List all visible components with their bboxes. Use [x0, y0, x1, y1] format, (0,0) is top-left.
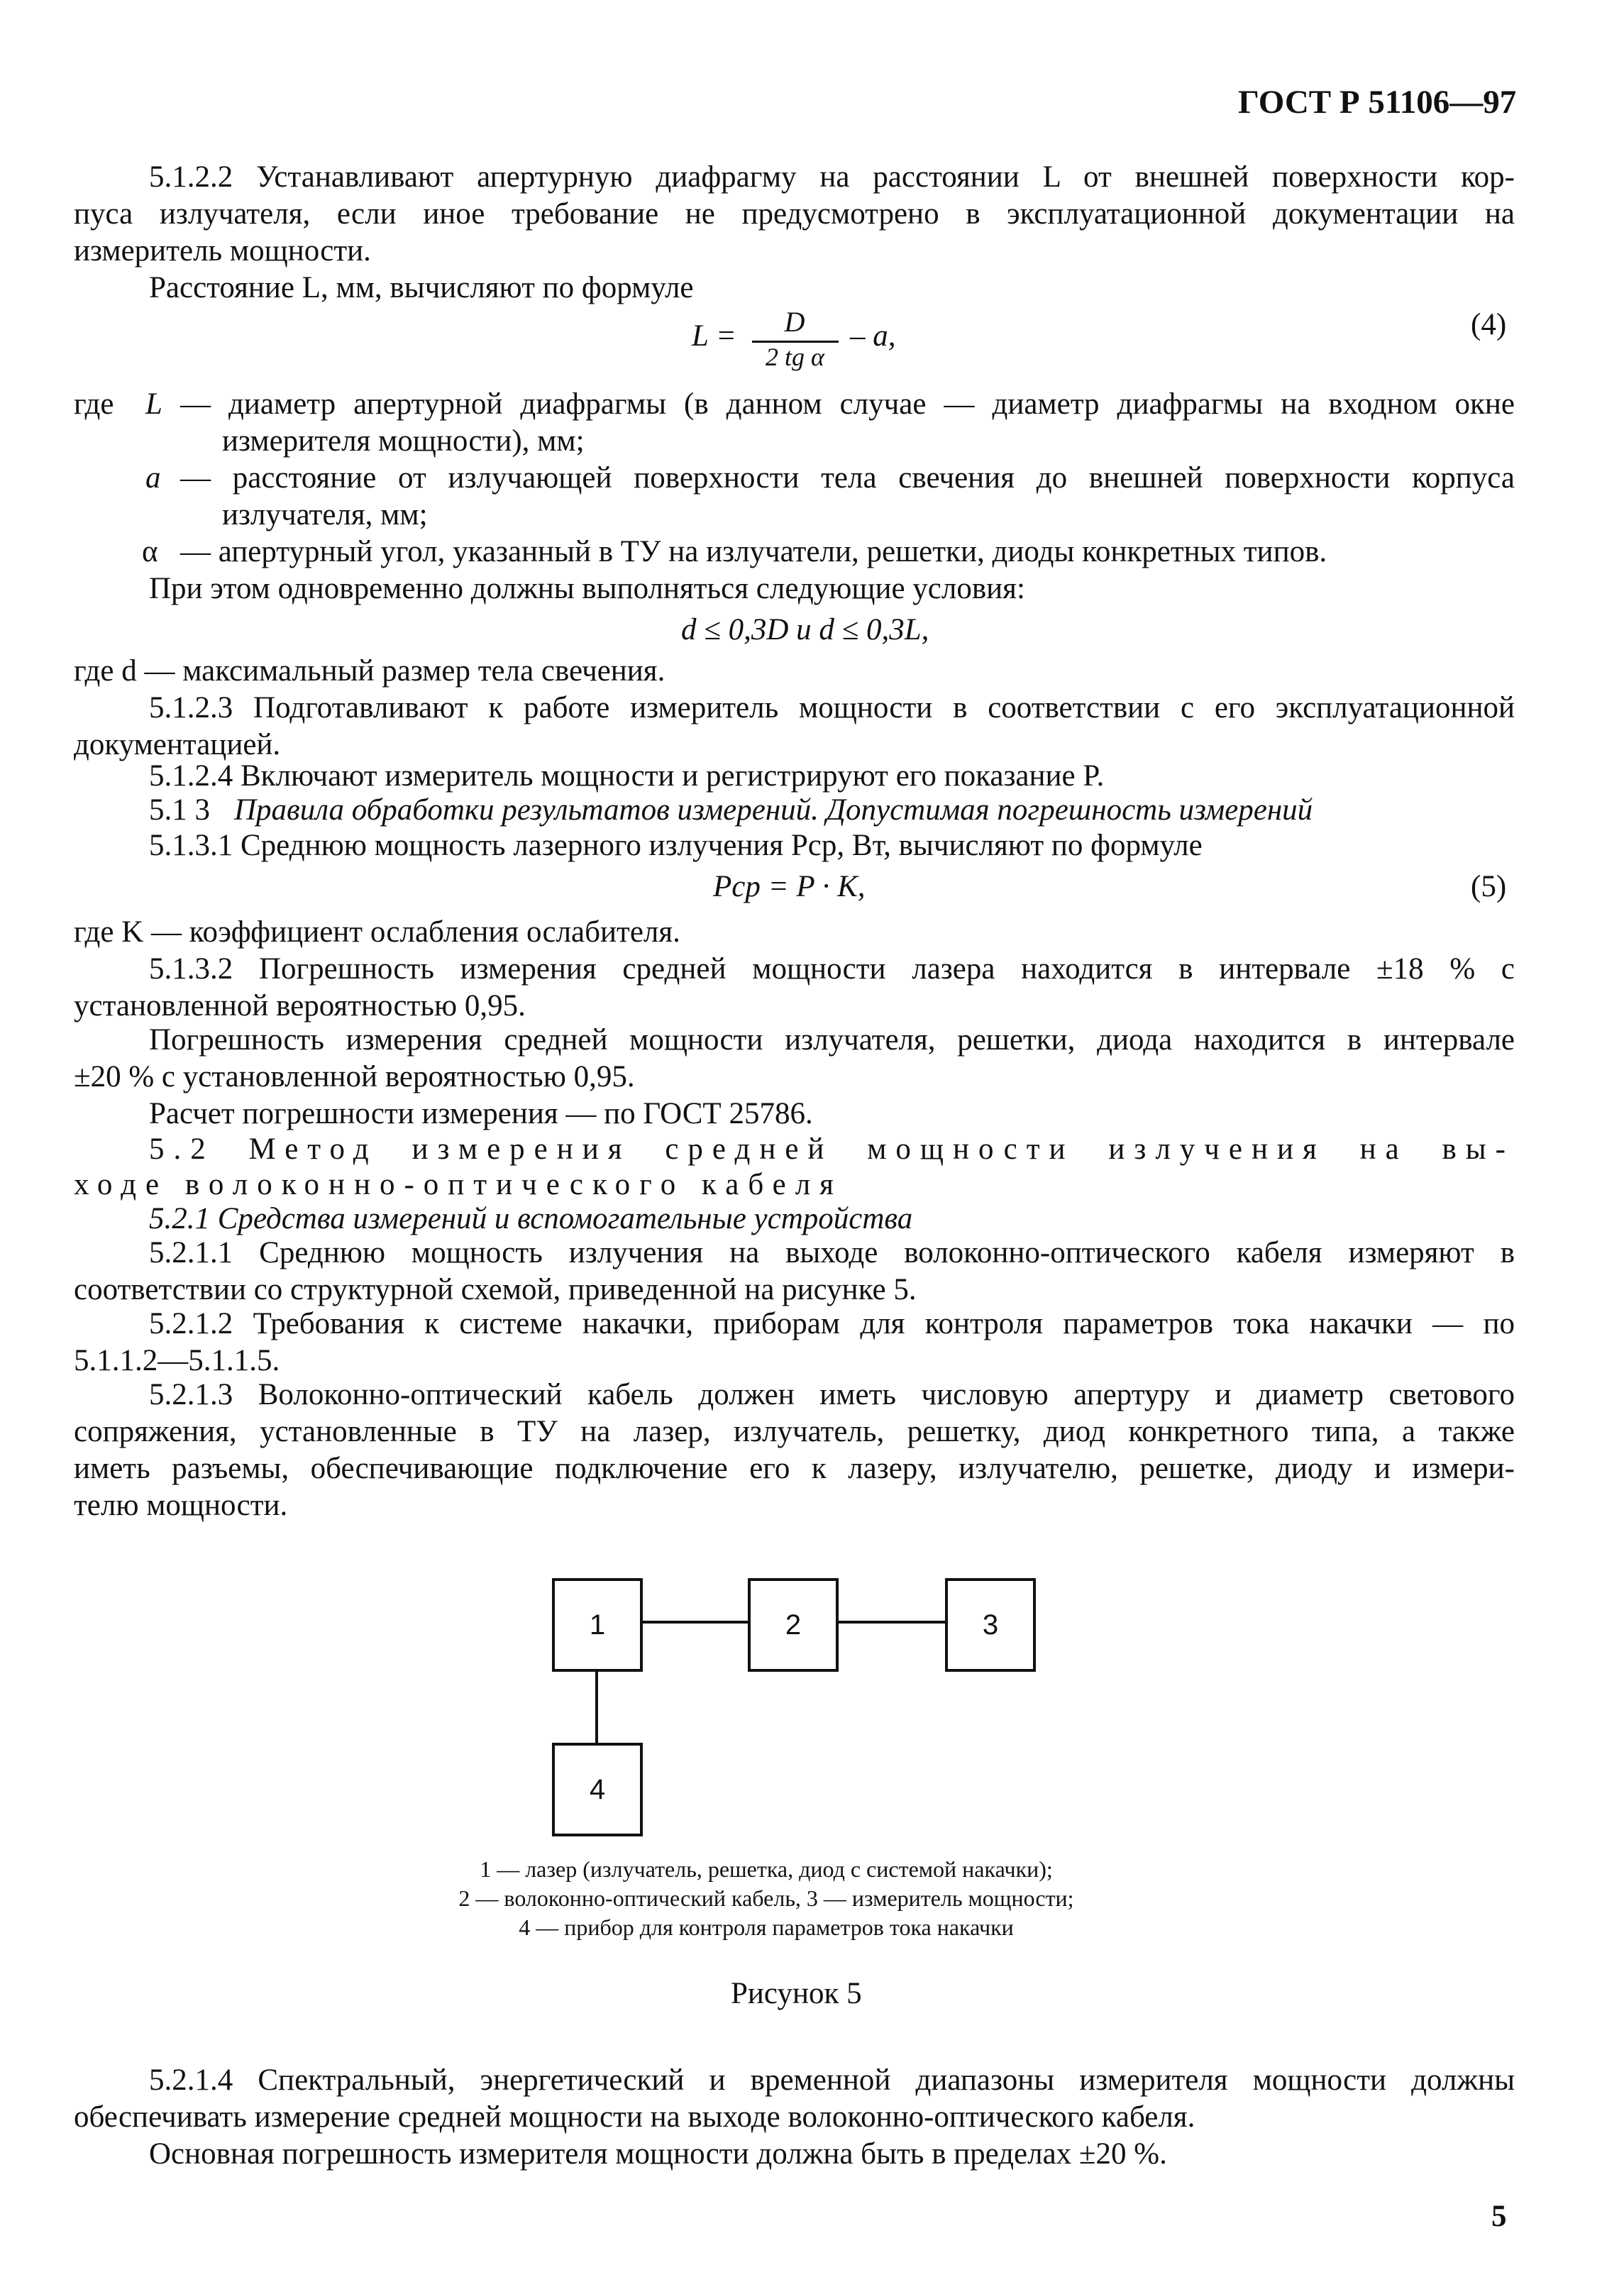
- paragraph-line: ±20 % с установленной вероятностью 0,95.: [74, 1060, 635, 1093]
- page-number: 5: [1491, 2200, 1507, 2233]
- symbol-alpha: α: [142, 535, 158, 568]
- connector-1-2: [643, 1621, 748, 1624]
- connector-2-3: [839, 1621, 945, 1624]
- section-heading: 5.2 Метод измерения средней мощности излучения на вы-: [149, 1133, 1515, 1166]
- definition-line: — апертурный угол, указанный в ТУ на излучатели, решетки, диоды конкретных типов.: [180, 535, 1327, 568]
- paragraph-line: обеспечивать измерение средней мощности на выходе волоконно-оптического кабеля.: [74, 2100, 1195, 2134]
- paragraph-line: пуса излучателя, если иное требование не предусмотрено в эксплуатационной документации на: [74, 197, 1515, 231]
- paragraph-line: 5.2.1.2 Требования к системе накачки, приборам для контроля параметров тока накачки — по: [149, 1307, 1515, 1340]
- diagram-block-3: 3: [945, 1578, 1036, 1672]
- paragraph-line: где K — коэффициент ослабления ослабителя.: [74, 915, 680, 949]
- symbol-L: L: [145, 387, 162, 421]
- paragraph-line: сопряжения, установленные в ТУ на лазер, излучатель, решетку, диод конкретного типа, а также: [74, 1415, 1515, 1448]
- paragraph-line: телю мощности.: [74, 1489, 288, 1522]
- equation-number: (4): [1471, 308, 1507, 341]
- paragraph-line: 5.2.1.3 Волоконно-оптический кабель должен иметь числовую апертуру и диаметр светового: [149, 1378, 1515, 1411]
- paragraph-line: 5.2.1.4 Спектральный, энергетический и временной диапазоны измерителя мощности должны: [149, 2063, 1515, 2097]
- paragraph-line: Основная погрешность измерителя мощности должна быть в пределах ±20 %.: [149, 2137, 1167, 2171]
- figure-title: Рисунок 5: [731, 1977, 862, 2010]
- section-title: Правила обработки результатов измерений. Допустимая погрешность измерений: [234, 793, 1313, 827]
- equation-number: (5): [1471, 870, 1507, 903]
- paragraph-line: 5.1.2.3 Подготавливают к работе измеритель мощности в соответствии с его эксплуатационной: [149, 691, 1515, 724]
- paragraph-line: 5.1.1.2—5.1.1.5.: [74, 1344, 280, 1377]
- diagram-block-1: 1: [552, 1578, 643, 1672]
- where-label: где: [74, 387, 114, 421]
- figure-caption-line: 2 — волоконно-оптический кабель, 3 — измеритель мощности;: [458, 1885, 1074, 1911]
- diagram-block-2: 2: [748, 1578, 839, 1672]
- condition-formula: d ≤ 0,3D и d ≤ 0,3L,: [681, 613, 929, 646]
- paragraph-line: иметь разъемы, обеспечивающие подключение его к лазеру, излучателю, решетке, диоду и измери-: [74, 1452, 1515, 1485]
- paragraph-line: Расстояние L, мм, вычисляют по формуле: [149, 271, 694, 304]
- formula-denominator: 2 tg α: [766, 343, 824, 371]
- definition-line: — диаметр апертурной диафрагмы (в данном случае — диаметр диафрагмы на входном окне: [180, 387, 1515, 421]
- paragraph-line: 5.1.3.1 Среднюю мощность лазерного излучения Pср, Вт, вычисляют по формуле: [149, 829, 1203, 862]
- formula-rest: – a,: [850, 319, 896, 353]
- figure-caption-line: 1 — лазер (излучатель, решетка, диод с системой накачки);: [480, 1856, 1053, 1882]
- subsection-title: 5.2.1 Средства измерений и вспомогательные устройства: [149, 1202, 913, 1235]
- symbol-a: a: [145, 461, 161, 495]
- paragraph-line: 5.1.2.4 Включают измеритель мощности и регистрируют его показание P.: [149, 759, 1105, 793]
- formula-numerator: D: [784, 306, 805, 338]
- section-heading: ходе волоконно-оптического кабеля: [74, 1168, 843, 1201]
- paragraph-line: измеритель мощности.: [74, 234, 371, 268]
- paragraph-line: 5.1.2.2 Устанавливают апертурную диафрагму на расстоянии L от внешней поверхности кор-: [149, 160, 1515, 194]
- paragraph-line: установленной вероятностью 0,95.: [74, 989, 526, 1023]
- definition-line: измерителя мощности), мм;: [222, 424, 585, 458]
- paragraph-line: документацией.: [74, 728, 281, 761]
- standard-header: ГОСТ Р 51106—97: [1238, 84, 1517, 121]
- definition-line: излучателя, мм;: [222, 498, 428, 531]
- definition-line: — расстояние от излучающей поверхности тела свечения до внешней поверхности корпуса: [180, 461, 1515, 495]
- formula-5: Pср = P · K,: [713, 870, 866, 903]
- paragraph-line: 5.1.3.2 Погрешность измерения средней мощности лазера находится в интервале ±18 % с: [149, 952, 1515, 986]
- connector-1-4: [595, 1672, 598, 1744]
- paragraph-line: где d — максимальный размер тела свечения.: [74, 654, 665, 688]
- paragraph-line: соответствии со структурной схемой, приведенной на рисунке 5.: [74, 1273, 917, 1306]
- figure-caption-line: 4 — прибор для контроля параметров тока накачки: [519, 1914, 1014, 1940]
- diagram-block-4: 4: [552, 1743, 643, 1836]
- paragraph-line: При этом одновременно должны выполняться следующие условия:: [149, 572, 1025, 605]
- paragraph-line: Погрешность измерения средней мощности излучателя, решетки, диода находится в интервале: [149, 1023, 1515, 1057]
- paragraph-line: 5.2.1.1 Среднюю мощность излучения на выходе волоконно-оптического кабеля измеряют в: [149, 1236, 1515, 1269]
- paragraph-line: Расчет погрешности измерения — по ГОСТ 25786.: [149, 1097, 813, 1130]
- section-number: 5.1 3: [149, 793, 210, 827]
- formula-lhs: L =: [692, 319, 736, 353]
